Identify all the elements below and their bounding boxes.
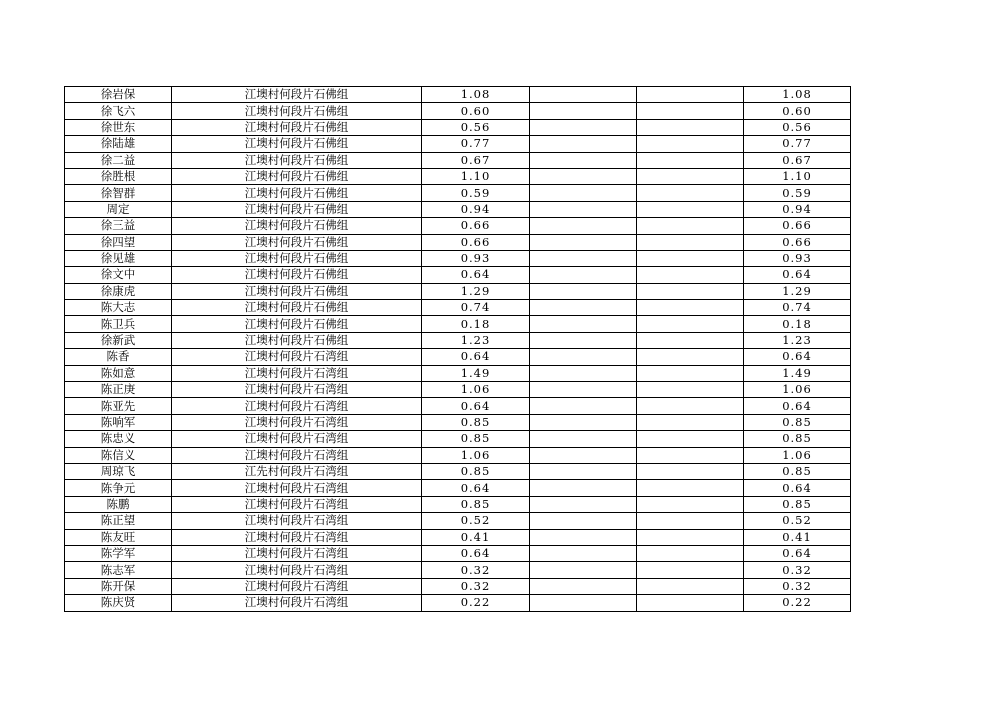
- cell-address: 江墺村何段片石佛组: [172, 234, 422, 250]
- cell-address: 江墺村何段片石湾组: [172, 529, 422, 545]
- table-row: [65, 103, 851, 119]
- cell-area: 0.66: [422, 234, 530, 250]
- cell-address: 江墺村何段片石湾组: [172, 349, 422, 365]
- cell-total: 0.22: [744, 595, 851, 611]
- cell-total: 1.29: [744, 283, 851, 299]
- cell-name: 陈志军: [65, 562, 172, 578]
- cell-area: 0.64: [422, 267, 530, 283]
- cell-total: 0.66: [744, 218, 851, 234]
- cell-area: 0.77: [422, 136, 530, 152]
- cell-name: 陈忠义: [65, 431, 172, 447]
- cell-name: 陈大志: [65, 300, 172, 316]
- cell-total: 0.85: [744, 496, 851, 512]
- cell-area: 1.49: [422, 365, 530, 381]
- cell-empty-1: [530, 316, 637, 332]
- table-row: [65, 562, 851, 578]
- cell-total: 0.52: [744, 513, 851, 529]
- cell-address: 江墺村何段片石佛组: [172, 136, 422, 152]
- cell-name: 陈庆贤: [65, 595, 172, 611]
- cell-empty-2: [637, 267, 744, 283]
- cell-empty-2: [637, 496, 744, 512]
- cell-empty-2: [637, 168, 744, 184]
- cell-empty-2: [637, 316, 744, 332]
- cell-area: 0.67: [422, 152, 530, 168]
- table-row: [65, 480, 851, 496]
- cell-empty-2: [637, 463, 744, 479]
- cell-empty-2: [637, 234, 744, 250]
- cell-address: 江墺村何段片石湾组: [172, 398, 422, 414]
- table-row: [65, 332, 851, 348]
- cell-area: 0.66: [422, 218, 530, 234]
- cell-empty-1: [530, 398, 637, 414]
- cell-name: 徐见雄: [65, 250, 172, 266]
- cell-name: 陈如意: [65, 365, 172, 381]
- cell-empty-1: [530, 431, 637, 447]
- cell-empty-1: [530, 250, 637, 266]
- table-row: [65, 119, 851, 135]
- cell-total: 0.64: [744, 349, 851, 365]
- table-row: [65, 463, 851, 479]
- cell-name: 徐三益: [65, 218, 172, 234]
- cell-name: 周定: [65, 201, 172, 217]
- table-row: [65, 168, 851, 184]
- cell-address: 江墺村何段片石湾组: [172, 480, 422, 496]
- cell-empty-1: [530, 267, 637, 283]
- cell-empty-2: [637, 529, 744, 545]
- cell-empty-1: [530, 480, 637, 496]
- cell-address: 江墺村何段片石佛组: [172, 250, 422, 266]
- table-row: [65, 316, 851, 332]
- cell-area: 0.85: [422, 431, 530, 447]
- cell-name: 徐文中: [65, 267, 172, 283]
- cell-total: 0.56: [744, 119, 851, 135]
- table-row: [65, 595, 851, 611]
- cell-name: 陈正庚: [65, 382, 172, 398]
- cell-empty-1: [530, 349, 637, 365]
- cell-empty-1: [530, 529, 637, 545]
- cell-total: 0.74: [744, 300, 851, 316]
- cell-total: 0.85: [744, 431, 851, 447]
- cell-empty-1: [530, 365, 637, 381]
- cell-empty-2: [637, 595, 744, 611]
- cell-name: 徐智群: [65, 185, 172, 201]
- cell-total: 0.64: [744, 545, 851, 561]
- cell-empty-1: [530, 283, 637, 299]
- cell-empty-1: [530, 152, 637, 168]
- cell-empty-1: [530, 496, 637, 512]
- cell-address: 江先村何段片石湾组: [172, 463, 422, 479]
- cell-total: 0.67: [744, 152, 851, 168]
- cell-name: 徐新武: [65, 332, 172, 348]
- cell-address: 江墺村何段片石佛组: [172, 152, 422, 168]
- cell-address: 江墺村何段片石佛组: [172, 283, 422, 299]
- cell-name: 徐二益: [65, 152, 172, 168]
- cell-total: 0.64: [744, 267, 851, 283]
- table-row: [65, 447, 851, 463]
- cell-empty-1: [530, 595, 637, 611]
- cell-total: 0.85: [744, 463, 851, 479]
- cell-area: 0.64: [422, 349, 530, 365]
- cell-total: 0.85: [744, 414, 851, 430]
- table-row: [65, 398, 851, 414]
- cell-area: 0.94: [422, 201, 530, 217]
- cell-empty-1: [530, 332, 637, 348]
- cell-address: 江墺村何段片石佛组: [172, 87, 422, 103]
- cell-total: 0.64: [744, 398, 851, 414]
- cell-address: 江墺村何段片石湾组: [172, 382, 422, 398]
- cell-total: 0.94: [744, 201, 851, 217]
- cell-empty-1: [530, 562, 637, 578]
- table-row: [65, 382, 851, 398]
- cell-area: 0.32: [422, 578, 530, 594]
- cell-empty-1: [530, 119, 637, 135]
- cell-area: 0.59: [422, 185, 530, 201]
- table-row: [65, 152, 851, 168]
- cell-area: 0.74: [422, 300, 530, 316]
- cell-total: 0.32: [744, 578, 851, 594]
- cell-name: 徐四望: [65, 234, 172, 250]
- cell-empty-1: [530, 185, 637, 201]
- table-row: [65, 578, 851, 594]
- cell-empty-1: [530, 218, 637, 234]
- cell-name: 周琼飞: [65, 463, 172, 479]
- cell-empty-1: [530, 447, 637, 463]
- cell-empty-2: [637, 414, 744, 430]
- cell-empty-2: [637, 349, 744, 365]
- cell-area: 0.56: [422, 119, 530, 135]
- cell-empty-2: [637, 119, 744, 135]
- cell-empty-2: [637, 201, 744, 217]
- cell-total: 1.10: [744, 168, 851, 184]
- cell-name: 陈开保: [65, 578, 172, 594]
- cell-empty-1: [530, 201, 637, 217]
- cell-empty-1: [530, 463, 637, 479]
- cell-area: 0.52: [422, 513, 530, 529]
- cell-empty-2: [637, 87, 744, 103]
- cell-empty-2: [637, 365, 744, 381]
- cell-empty-2: [637, 250, 744, 266]
- cell-name: 徐康虎: [65, 283, 172, 299]
- cell-area: 1.10: [422, 168, 530, 184]
- cell-empty-1: [530, 234, 637, 250]
- cell-total: 1.49: [744, 365, 851, 381]
- cell-address: 江墺村何段片石湾组: [172, 414, 422, 430]
- cell-name: 陈卫兵: [65, 316, 172, 332]
- cell-area: 0.85: [422, 463, 530, 479]
- cell-address: 江墺村何段片石湾组: [172, 545, 422, 561]
- cell-name: 陈鹏: [65, 496, 172, 512]
- table-row: [65, 234, 851, 250]
- cell-total: 1.23: [744, 332, 851, 348]
- cell-name: 陈学军: [65, 545, 172, 561]
- table-row: [65, 414, 851, 430]
- cell-empty-2: [637, 283, 744, 299]
- cell-empty-2: [637, 578, 744, 594]
- cell-name: 徐飞六: [65, 103, 172, 119]
- cell-empty-2: [637, 218, 744, 234]
- cell-empty-2: [637, 382, 744, 398]
- cell-empty-1: [530, 168, 637, 184]
- cell-total: 0.64: [744, 480, 851, 496]
- cell-empty-2: [637, 136, 744, 152]
- cell-empty-2: [637, 431, 744, 447]
- data-table: [64, 86, 851, 612]
- cell-empty-1: [530, 382, 637, 398]
- cell-total: 0.18: [744, 316, 851, 332]
- cell-total: 0.32: [744, 562, 851, 578]
- table-body: [65, 87, 851, 612]
- table-row: [65, 185, 851, 201]
- cell-empty-2: [637, 447, 744, 463]
- cell-name: 徐陆雄: [65, 136, 172, 152]
- cell-area: 1.08: [422, 87, 530, 103]
- cell-empty-2: [637, 103, 744, 119]
- cell-name: 陈亚先: [65, 398, 172, 414]
- cell-empty-2: [637, 562, 744, 578]
- cell-name: 陈香: [65, 349, 172, 365]
- cell-area: 0.64: [422, 545, 530, 561]
- cell-name: 陈争元: [65, 480, 172, 496]
- table-row: [65, 513, 851, 529]
- cell-address: 江墺村何段片石佛组: [172, 119, 422, 135]
- cell-area: 0.32: [422, 562, 530, 578]
- cell-total: 0.66: [744, 234, 851, 250]
- cell-address: 江墺村何段片石佛组: [172, 218, 422, 234]
- cell-area: 0.85: [422, 496, 530, 512]
- table-row: [65, 545, 851, 561]
- table-row: [65, 87, 851, 103]
- cell-empty-1: [530, 414, 637, 430]
- cell-address: 江墺村何段片石湾组: [172, 578, 422, 594]
- cell-area: 0.60: [422, 103, 530, 119]
- cell-empty-2: [637, 185, 744, 201]
- cell-area: 0.22: [422, 595, 530, 611]
- cell-name: 徐胜根: [65, 168, 172, 184]
- cell-address: 江墺村何段片石湾组: [172, 513, 422, 529]
- table-row: [65, 365, 851, 381]
- cell-empty-2: [637, 300, 744, 316]
- table-row: [65, 283, 851, 299]
- table-row: [65, 300, 851, 316]
- cell-area: 0.93: [422, 250, 530, 266]
- cell-total: 1.06: [744, 382, 851, 398]
- cell-total: 0.77: [744, 136, 851, 152]
- cell-address: 江墺村何段片石湾组: [172, 365, 422, 381]
- cell-empty-1: [530, 578, 637, 594]
- cell-name: 陈响军: [65, 414, 172, 430]
- table-row: [65, 218, 851, 234]
- cell-total: 0.93: [744, 250, 851, 266]
- cell-area: 1.06: [422, 447, 530, 463]
- cell-empty-2: [637, 545, 744, 561]
- cell-address: 江墺村何段片石佛组: [172, 201, 422, 217]
- cell-address: 江墺村何段片石佛组: [172, 185, 422, 201]
- table-row: [65, 529, 851, 545]
- cell-address: 江墺村何段片石湾组: [172, 431, 422, 447]
- cell-empty-1: [530, 513, 637, 529]
- cell-empty-2: [637, 480, 744, 496]
- table-row: [65, 201, 851, 217]
- table-row: [65, 250, 851, 266]
- table-row: [65, 349, 851, 365]
- cell-total: 0.41: [744, 529, 851, 545]
- cell-total: 0.60: [744, 103, 851, 119]
- cell-name: 徐岩保: [65, 87, 172, 103]
- cell-empty-1: [530, 545, 637, 561]
- cell-empty-1: [530, 103, 637, 119]
- cell-area: 0.41: [422, 529, 530, 545]
- cell-address: 江墺村何段片石佛组: [172, 168, 422, 184]
- cell-empty-1: [530, 136, 637, 152]
- cell-address: 江墺村何段片石佛组: [172, 267, 422, 283]
- table-row: [65, 267, 851, 283]
- table-row: [65, 496, 851, 512]
- cell-empty-2: [637, 513, 744, 529]
- cell-address: 江墺村何段片石湾组: [172, 595, 422, 611]
- cell-area: 0.85: [422, 414, 530, 430]
- cell-empty-1: [530, 87, 637, 103]
- cell-area: 1.29: [422, 283, 530, 299]
- cell-address: 江墺村何段片石湾组: [172, 447, 422, 463]
- cell-area: 0.18: [422, 316, 530, 332]
- cell-address: 江墺村何段片石佛组: [172, 316, 422, 332]
- cell-area: 0.64: [422, 480, 530, 496]
- cell-name: 陈友旺: [65, 529, 172, 545]
- cell-address: 江墺村何段片石佛组: [172, 103, 422, 119]
- cell-total: 1.08: [744, 87, 851, 103]
- cell-total: 1.06: [744, 447, 851, 463]
- cell-empty-2: [637, 332, 744, 348]
- table-row: [65, 136, 851, 152]
- cell-address: 江墺村何段片石佛组: [172, 332, 422, 348]
- cell-empty-2: [637, 152, 744, 168]
- cell-total: 0.59: [744, 185, 851, 201]
- cell-address: 江墺村何段片石湾组: [172, 562, 422, 578]
- table-row: [65, 431, 851, 447]
- cell-name: 陈正望: [65, 513, 172, 529]
- cell-address: 江墺村何段片石湾组: [172, 496, 422, 512]
- cell-area: 1.23: [422, 332, 530, 348]
- cell-name: 徐世东: [65, 119, 172, 135]
- cell-address: 江墺村何段片石佛组: [172, 300, 422, 316]
- cell-area: 1.06: [422, 382, 530, 398]
- cell-area: 0.64: [422, 398, 530, 414]
- cell-name: 陈信义: [65, 447, 172, 463]
- cell-empty-1: [530, 300, 637, 316]
- cell-empty-2: [637, 398, 744, 414]
